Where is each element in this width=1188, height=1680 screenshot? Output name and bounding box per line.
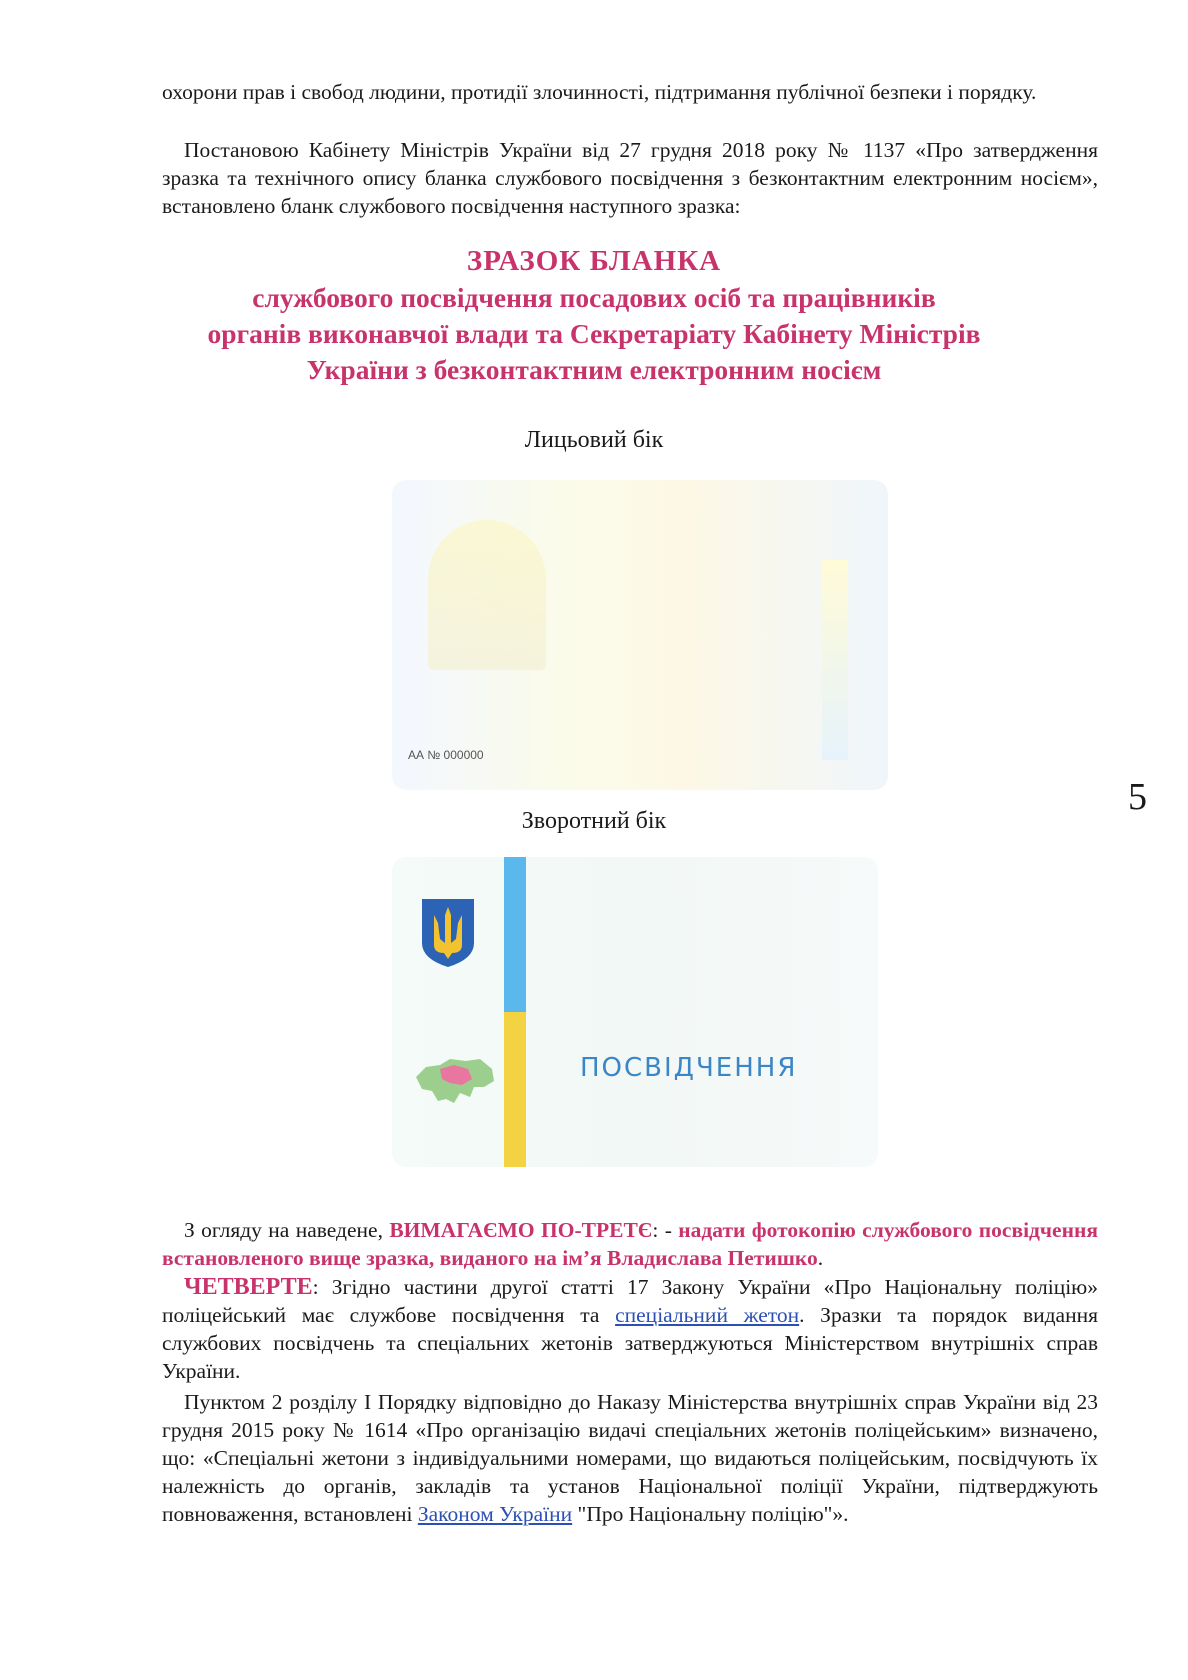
front-side-label: Лицьовий бік bbox=[524, 427, 664, 453]
paragraph-continuation: охорони прав і свобод людини, протидії злочинності, підтримання публічної безпеки і порядку. bbox=[162, 80, 1037, 104]
card-title-text: ПОСВІДЧЕННЯ bbox=[580, 1053, 798, 1083]
trident-coat-of-arms-icon bbox=[418, 895, 478, 969]
order-text-1: Пунктом 2 розділу І Порядку відповідно до Наказу Міністерства внутрішніх справ України від 23 грудня 2015 року № 1614 «Про організацію видачі спеціальних жетонів поліцейським» визначено, що: «Спеціальні жетони з індивідуальними номерами, що видаються поліцейським, посвідчують їх належність до органів, закладів та установ Національної поліції України, підтверджують повноваження, встановлені bbox=[162, 1390, 1098, 1526]
law-of-ukraine-link[interactable]: Законом України bbox=[417, 1502, 573, 1526]
demand-end: . bbox=[817, 1246, 824, 1270]
flag-stripe-yellow bbox=[504, 1012, 526, 1167]
photo-placeholder bbox=[428, 520, 546, 670]
paragraph-demand bbox=[162, 1216, 1098, 1272]
title-line-2: службового посвідчення посадових осіб та працівників bbox=[252, 282, 936, 313]
sample-title bbox=[150, 242, 1038, 388]
page-number: 5 bbox=[1128, 776, 1147, 818]
id-card-back-image bbox=[392, 857, 878, 1167]
order-text-2: "Про Національну поліцію"». bbox=[572, 1502, 849, 1526]
paragraph-resolution: Постановою Кабінету Міністрів України від 27 грудня 2018 року № 1137 «Про затвердження зразка та технічного опису бланка службового посвідчення з безконтактним електронним носієм», встановлено бланк службового посвідчення наступного зразка: bbox=[162, 138, 1098, 218]
paragraph-fourth bbox=[162, 1273, 1098, 1385]
demand-heading: ВИМАГАЄМО ПО-ТРЕТЄ bbox=[389, 1218, 653, 1242]
fourth-text-1: : Згідно частини другої статті 17 Закону України «Про Національну поліцію» поліцейський має службове посвідчення та bbox=[162, 1275, 1098, 1327]
fourth-heading: ЧЕТВЕРТЕ bbox=[184, 1274, 313, 1300]
demand-request: надати фотокопію службового посвідчення встановленого вище зразка, виданого на ім’я Владислава Петишко bbox=[162, 1218, 1098, 1270]
paragraph-order bbox=[162, 1388, 1098, 1528]
demand-lead: З огляду на наведене, bbox=[184, 1218, 390, 1242]
title-line-4: України з безконтактним електронним носієм bbox=[306, 354, 882, 385]
title-line-3: органів виконавчої влади та Секретаріату Кабінету Міністрів bbox=[207, 318, 981, 349]
special-badge-link[interactable]: спеціальний жетон bbox=[615, 1303, 800, 1327]
demand-separator: : - bbox=[652, 1218, 679, 1242]
fourth-text-2: . Зразки та порядок видання службових посвідчень та спеціальних жетонів затверджуються Міністерством внутрішніх справ України. bbox=[162, 1303, 1099, 1383]
flag-stripe-blue bbox=[504, 857, 526, 1012]
back-side-label: Зворотний бік bbox=[521, 808, 667, 834]
ukraine-map-icon bbox=[410, 1053, 498, 1109]
card-stripe bbox=[822, 560, 848, 760]
id-card-front-image bbox=[392, 480, 888, 790]
card-serial-number: АА № 000000 bbox=[408, 748, 484, 762]
title-line-1: ЗРАЗОК БЛАНКА bbox=[466, 245, 722, 277]
